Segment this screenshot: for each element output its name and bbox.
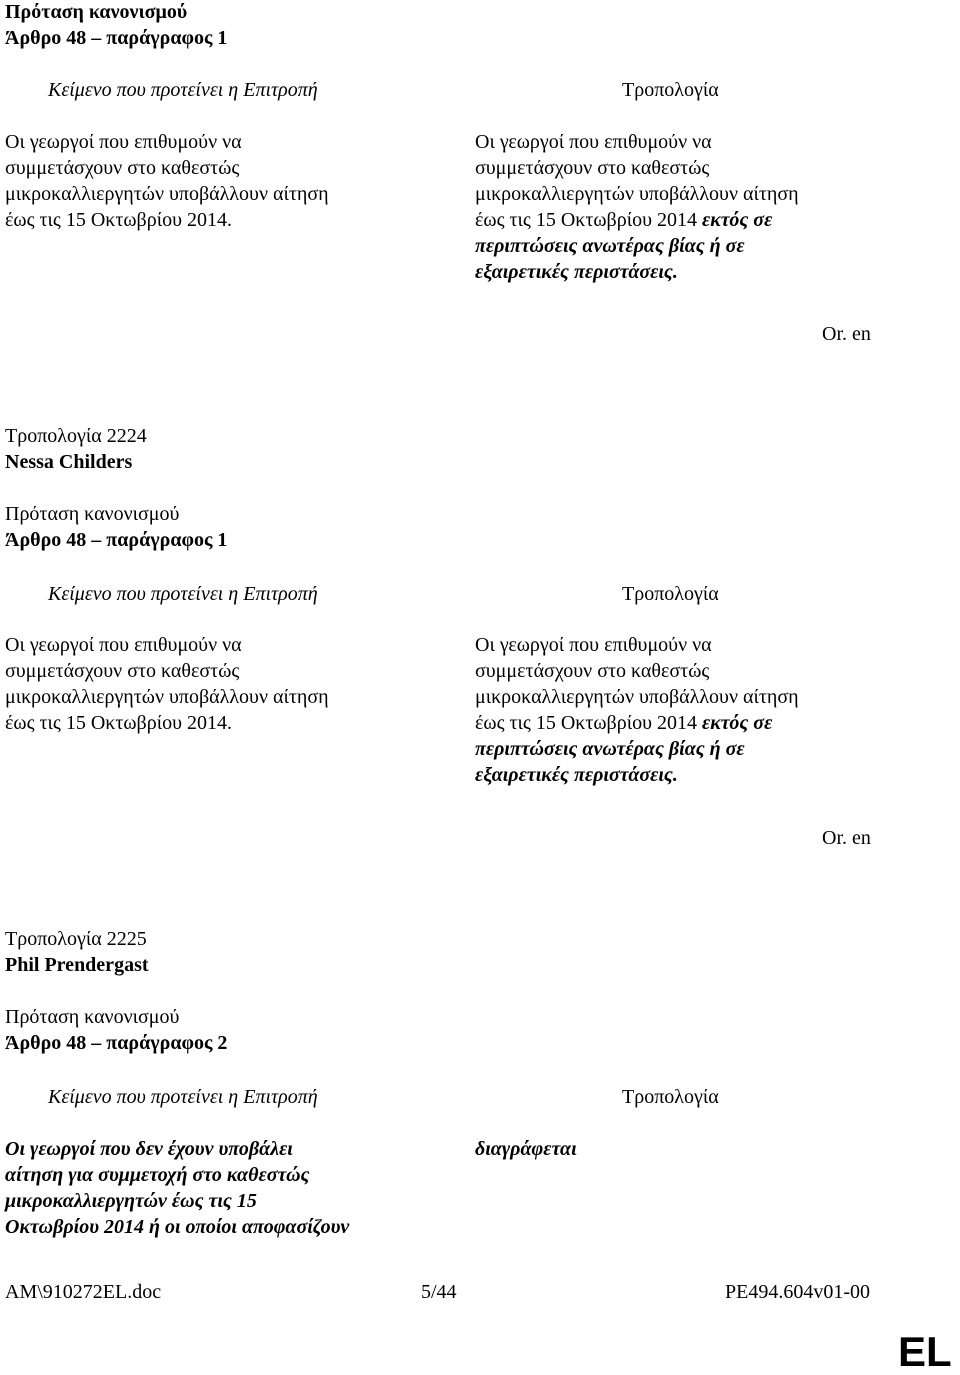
proposal-label: Πρόταση κανονισμού — [5, 503, 180, 525]
text-line — [475, 710, 935, 736]
added-text: εξαιρετικές περιστάσεις. — [475, 261, 678, 283]
commission-text — [5, 129, 445, 233]
text-line: Οι γεωργοί που επιθυμούν να — [5, 131, 242, 153]
original-language: Or. en — [822, 827, 871, 849]
text-line: συμμετάσχουν στο καθεστώς — [5, 660, 240, 682]
amendment-text — [475, 129, 935, 285]
article-ref: Άρθρο 48 – παράγραφος 2 — [5, 1032, 228, 1054]
text-line: αίτηση για συμμετοχή στο καθεστώς — [5, 1164, 310, 1186]
commission-text — [5, 1136, 445, 1240]
amendment-text — [475, 632, 935, 788]
text-line: μικροκαλλιεργητών υποβάλλουν αίτηση — [5, 183, 329, 205]
amendment-author: Phil Prendergast — [5, 954, 149, 976]
col-left-header: Κείμενο που προτείνει η Επιτροπή — [48, 79, 318, 101]
added-text: εκτός σε — [701, 712, 773, 734]
amendment-text: διαγράφεται — [475, 1138, 577, 1160]
text-line: μικροκαλλιεργητών υποβάλλουν αίτηση — [5, 686, 329, 708]
language-code: EL — [898, 1328, 952, 1375]
amendment-author: Nessa Childers — [5, 451, 133, 473]
text-line: έως τις 15 Οκτωβρίου 2014. — [5, 209, 232, 231]
text-line: Οκτωβρίου 2014 ή οι οποίοι αποφασίζουν — [5, 1216, 350, 1238]
text-segment: έως τις 15 Οκτωβρίου 2014 — [475, 712, 702, 734]
amendment-title: Τροπολογία 2225 — [5, 928, 147, 950]
added-text: περιπτώσεις ανωτέρας βίας ή σε — [475, 235, 745, 257]
text-line: Οι γεωργοί που επιθυμούν να — [475, 131, 712, 153]
text-line: μικροκαλλιεργητών υποβάλλουν αίτηση — [475, 183, 799, 205]
doc-reference: AM\910272EL.doc — [5, 1281, 162, 1303]
added-text: περιπτώσεις ανωτέρας βίας ή σε — [475, 738, 745, 760]
text-line: συμμετάσχουν στο καθεστώς — [475, 157, 710, 179]
article-ref: Άρθρο 48 – παράγραφος 1 — [5, 27, 228, 49]
text-line: μικροκαλλιεργητών έως τις 15 — [5, 1190, 257, 1212]
col-left-header: Κείμενο που προτείνει η Επιτροπή — [48, 1086, 318, 1108]
proposal-label: Πρόταση κανονισμού — [5, 1, 188, 23]
added-text: εξαιρετικές περιστάσεις. — [475, 764, 678, 786]
col-right-header: Τροπολογία — [622, 583, 719, 605]
commission-text — [5, 632, 445, 736]
page-number: 5/44 — [421, 1281, 457, 1303]
text-line: συμμετάσχουν στο καθεστώς — [475, 660, 710, 682]
proposal-label: Πρόταση κανονισμού — [5, 1006, 180, 1028]
pe-reference: PE494.604v01-00 — [725, 1281, 870, 1303]
col-right-header: Τροπολογία — [622, 79, 719, 101]
text-line: μικροκαλλιεργητών υποβάλλουν αίτηση — [475, 686, 799, 708]
added-text: εκτός σε — [701, 209, 773, 231]
col-right-header: Τροπολογία — [622, 1086, 719, 1108]
text-line — [475, 207, 935, 233]
text-segment: έως τις 15 Οκτωβρίου 2014 — [475, 209, 702, 231]
text-line: Οι γεωργοί που επιθυμούν να — [475, 634, 712, 656]
amendment-title: Τροπολογία 2224 — [5, 425, 147, 447]
text-line: έως τις 15 Οκτωβρίου 2014. — [5, 712, 232, 734]
original-language: Or. en — [822, 323, 871, 345]
text-line: Οι γεωργοί που επιθυμούν να — [5, 634, 242, 656]
text-line: Οι γεωργοί που δεν έχουν υποβάλει — [5, 1138, 293, 1160]
col-left-header: Κείμενο που προτείνει η Επιτροπή — [48, 583, 318, 605]
text-line: συμμετάσχουν στο καθεστώς — [5, 157, 240, 179]
article-ref: Άρθρο 48 – παράγραφος 1 — [5, 529, 228, 551]
